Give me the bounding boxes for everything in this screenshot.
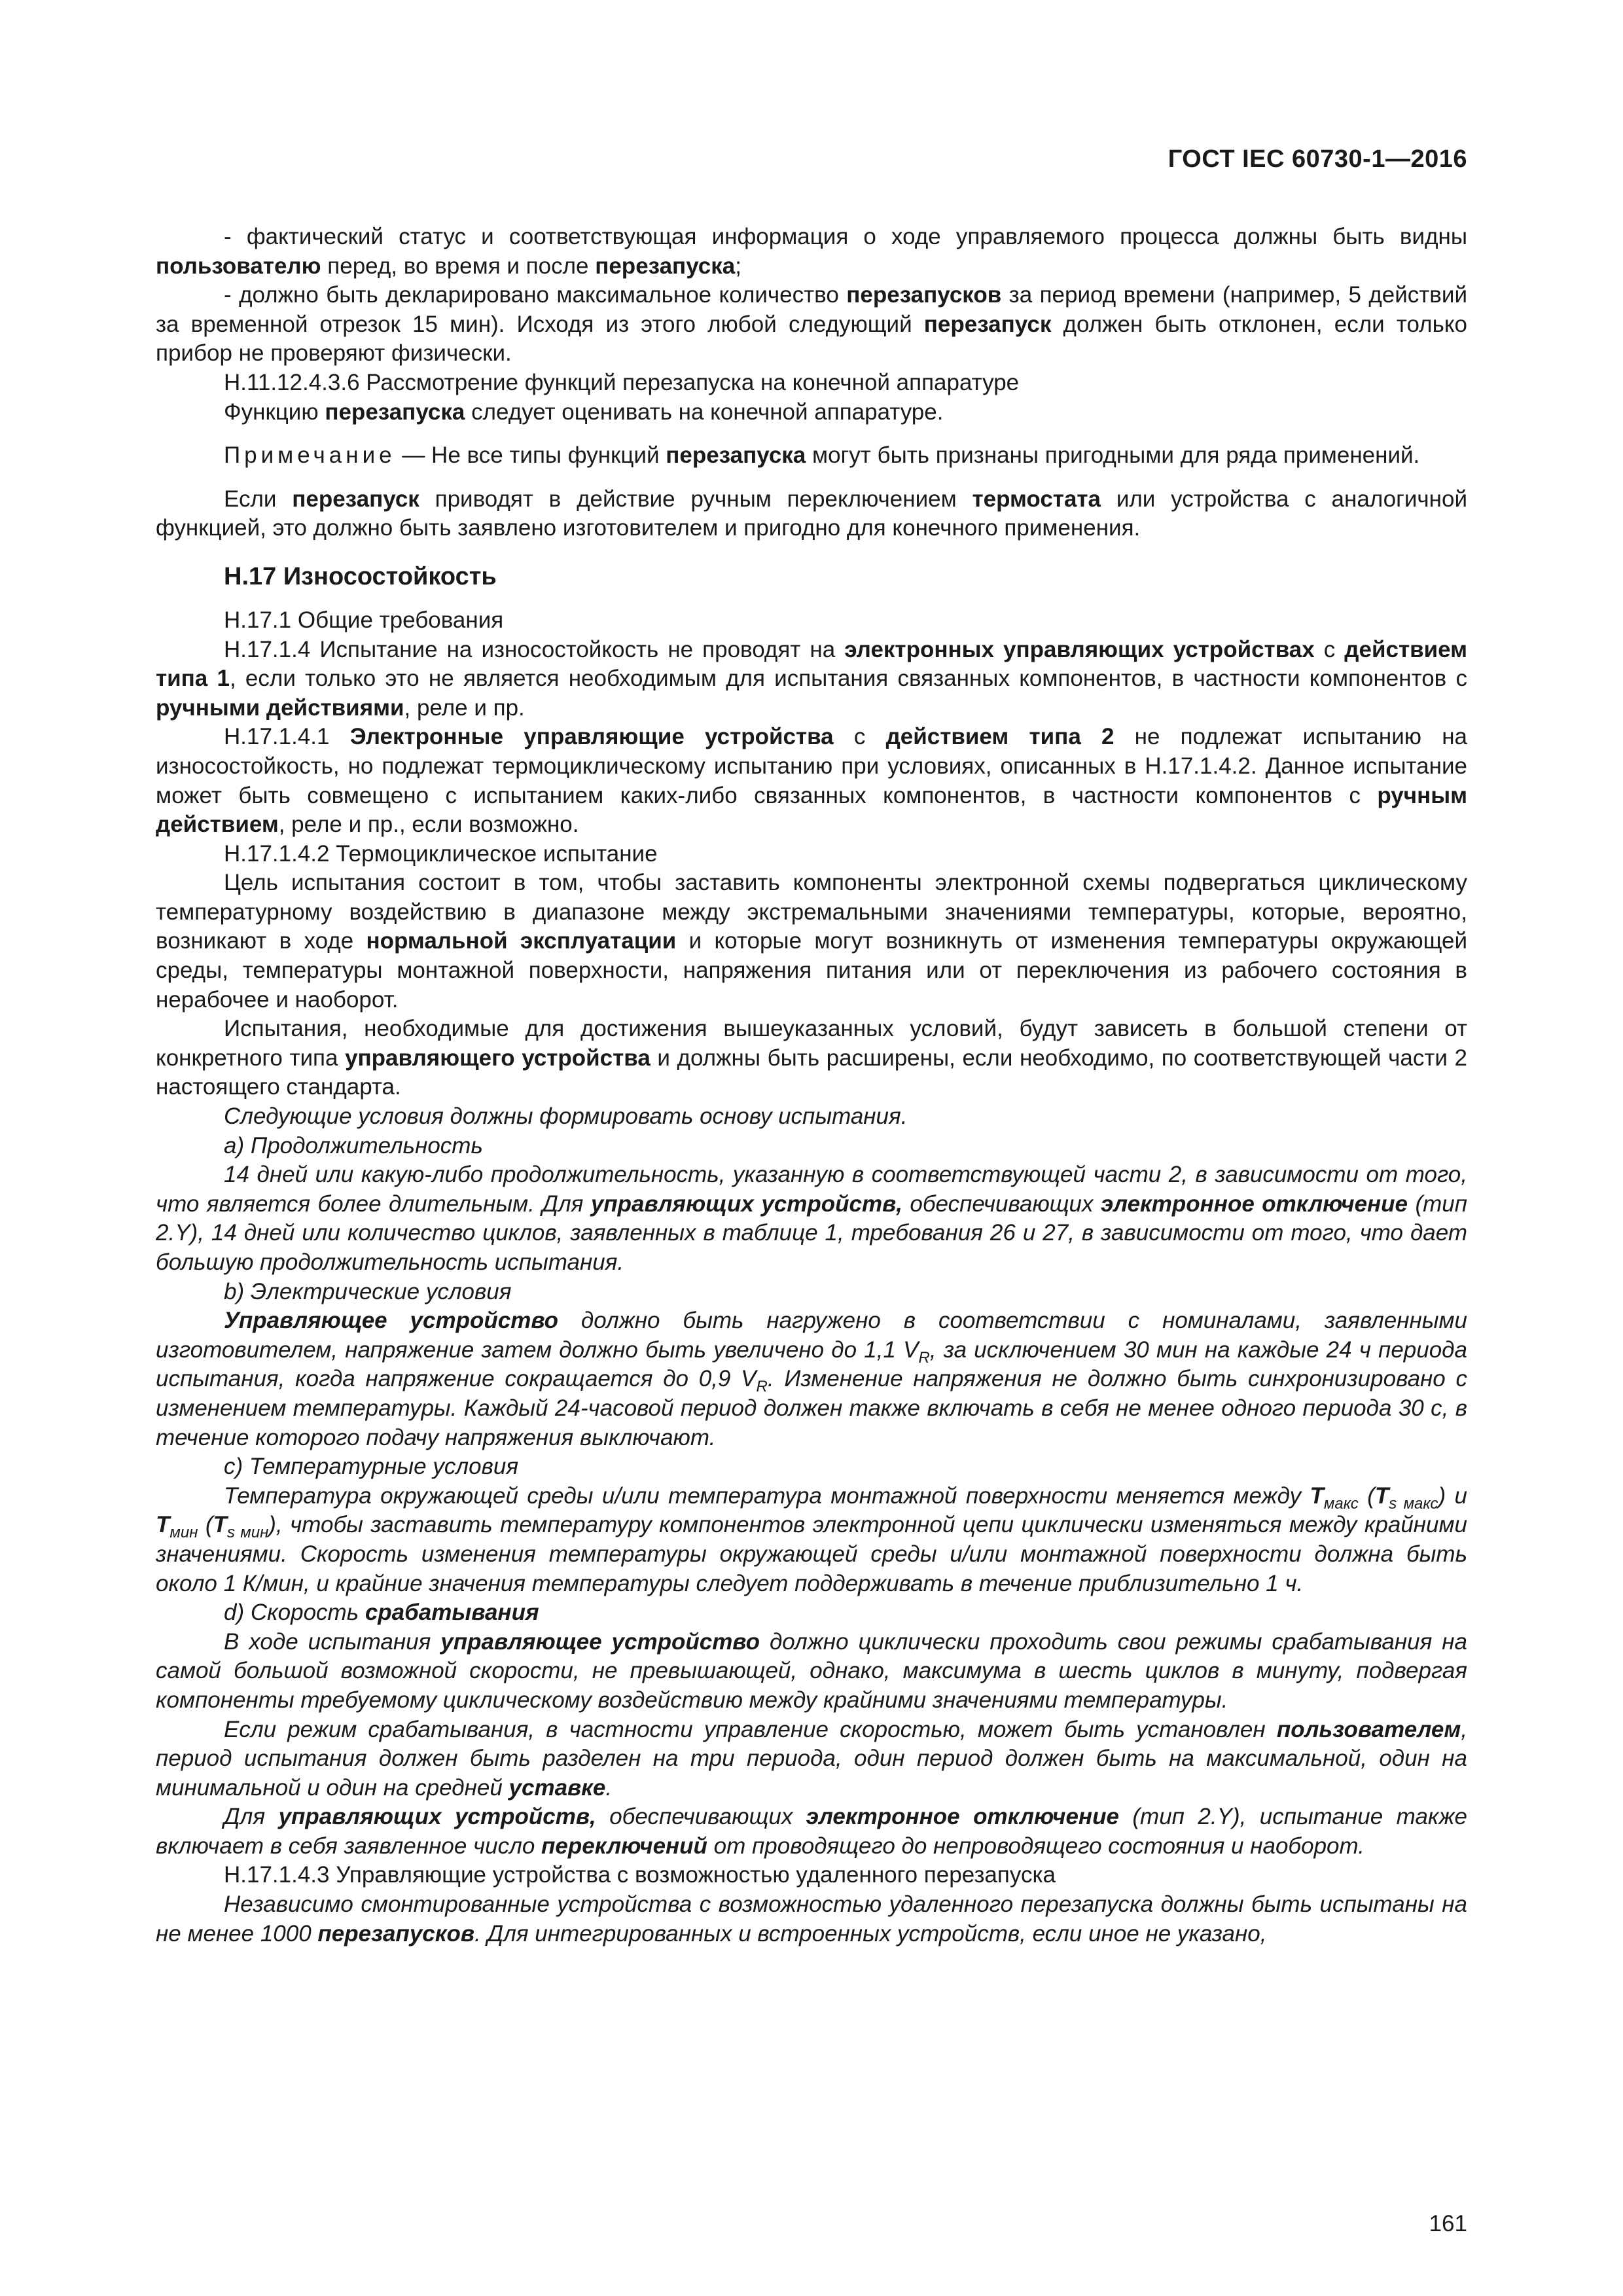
page-number: 161 bbox=[1429, 2211, 1467, 2236]
paragraph: Функцию перезапуска следует оценивать на конечной аппаратуре. bbox=[224, 399, 944, 425]
paragraph: Независимо смонтированные устройства с возможностью удаленного перезапуска должны быть испытаны на не менее 1000 перезапусков. Для интегрированных и встроенных устройств, если иное не указано, bbox=[156, 1892, 1467, 1946]
list-item-title: d) Скорость срабатывания bbox=[224, 1600, 539, 1626]
clause-title: Н.17.1.4.2 Термоциклическое испытание bbox=[224, 840, 658, 867]
paragraph: Испытания, необходимые для достижения вышеуказанных условий, будут зависеть в большой степени от конкретного типа управляющего устройства и должны быть расширены, если необходимо, по соответствующей части 2 настоящего стандарта. bbox=[156, 1016, 1467, 1100]
paragraph: 14 дней или какую-либо продолжительность, указанную в соответствующей части 2, в зависимости от того, что является более длительным. Для управляющих устройств, обеспечивающих электронное отключение (тип 2.Y), 14 дней или количество циклов, заявленных в таблице 1, требования 26 и 27, в зависимости от того, что дает большую продолжительность испытания. bbox=[156, 1162, 1468, 1275]
paragraph: Н.17.1.4 Испытание на износостойкость не проводят на электронных управляющих устройствах с действием типа 1, если только это не является необходимым для испытания связанных компонентов, в частности компонентов с ручными действиями, реле и пр. bbox=[156, 636, 1468, 721]
list-item: - фактический статус и соответствующая информация о ходе управляемого процесса должны быть видны пользователю перед, во время и после перезапуска; bbox=[156, 224, 1467, 279]
clause-title: Н.17.1 Общие требования bbox=[224, 607, 504, 633]
paragraph: Если режим срабатывания, в частности управление скоростью, может быть установлен пользователем, период испытания должен быть разделен на три периода, один период должен быть на максимальной, один на минимальной и один на средней уставке. bbox=[156, 1716, 1467, 1801]
note: Примечание — Не все типы функций перезапуска могут быть признаны пригодными для ряда применений. bbox=[224, 442, 1420, 469]
document-header: ГОСТ IEC 60730-1—2016 bbox=[1168, 145, 1467, 173]
list-item-title: b) Электрические условия bbox=[224, 1278, 512, 1304]
paragraph: Температура окружающей среды и/или температура монтажной поверхности меняется между $T_{макс}$ $(T_{s макс})$ и $T_{мин}$ $(T_{s мин})$, чтобы заставить температуру компонентов электронной цепи циклически изменяться между крайними значениями. Скорость изменения температуры окружающей среды и/или монтажной поверхности должна быть около 1 К/мин, и крайние значения температуры следует поддерживать в течение приблизительно 1 ч. bbox=[156, 1482, 1467, 1596]
list-item: - должно быть декларировано максимальное количество перезапусков за период времени (например, 5 действий за временной отрезок 15 мин). Исходя из этого любой следующий перезапуск должен быть отклонен, если только прибор не проверяют физически. bbox=[156, 282, 1468, 367]
paragraph: Если перезапуск приводят в действие ручным переключением термостата или устройства с аналогичной функцией, это должно быть заявлено изготовителем и пригодно для конечного применения. bbox=[156, 486, 1467, 541]
document-body bbox=[156, 223, 1467, 1948]
clause-title: Н.11.12.4.3.6 Рассмотрение функций перезапуска на конечной аппаратуре bbox=[224, 369, 1020, 395]
section-heading: Н.17 Износостойкость bbox=[224, 562, 497, 590]
paragraph: Для управляющих устройств, обеспечивающих электронное отключение (тип 2.Y), испытание также включает в себя заявленное число переключений от проводящего до непроводящего состояния и наоборот. bbox=[156, 1804, 1467, 1859]
clause-title: Н.17.1.4.3 Управляющие устройства с возможностью удаленного перезапуска bbox=[224, 1862, 1056, 1888]
paragraph: Управляющее устройство должно быть нагружено в соответствии с номиналами, заявленными изготовителем, напряжение затем должно быть увеличено до 1,1 $V_R$, за исключением 30 мин на каждые 24 ч периода испытания, когда напряжение сокращается до 0,9 $V_R$. Изменение напряжения не должно быть синхронизировано с изменением температуры. Каждый 24-часовой период должен также включать в себя не менее одного периода 30 с, в течение которого подачу напряжения выключают. bbox=[156, 1308, 1468, 1450]
list-item-title: а) Продолжительность bbox=[224, 1132, 483, 1158]
paragraph: Н.17.1.4.1 Электронные управляющие устройства с действием типа 2 не подлежат испытанию на износостойкость, но подлежат термоциклическому испытанию при условиях, описанных в Н.17.1.4.2. Данное испытание может быть совмещено с испытанием каких-либо связанных компонентов, в частности компонентов с ручным действием, реле и пр., если возможно. bbox=[156, 724, 1467, 838]
list-item-title: с) Температурные условия bbox=[224, 1454, 519, 1480]
paragraph: Следующие условия должны формировать основу испытания. bbox=[224, 1103, 908, 1130]
paragraph: В ходе испытания управляющее устройство должно циклически проходить свои режимы срабатывания на самой большой возможной скорости, не превышающей, однако, максимума в шесть циклов в минуту, подвергая компоненты требуемому циклическому воздействию между крайними значениями температуры. bbox=[156, 1628, 1468, 1713]
paragraph: Цель испытания состоит в том, чтобы заставить компоненты электронной схемы подвергаться циклическому температурному воздействию в диапазоне между экстремальными значениями температуры, которые, вероятно, возникают в ходе нормальной эксплуатации и которые могут возникнуть от изменения температуры окружающей среды, температуры монтажной поверхности, напряжения питания или от переключения из рабочего состояния в нерабочее и наоборот. bbox=[156, 870, 1468, 1013]
